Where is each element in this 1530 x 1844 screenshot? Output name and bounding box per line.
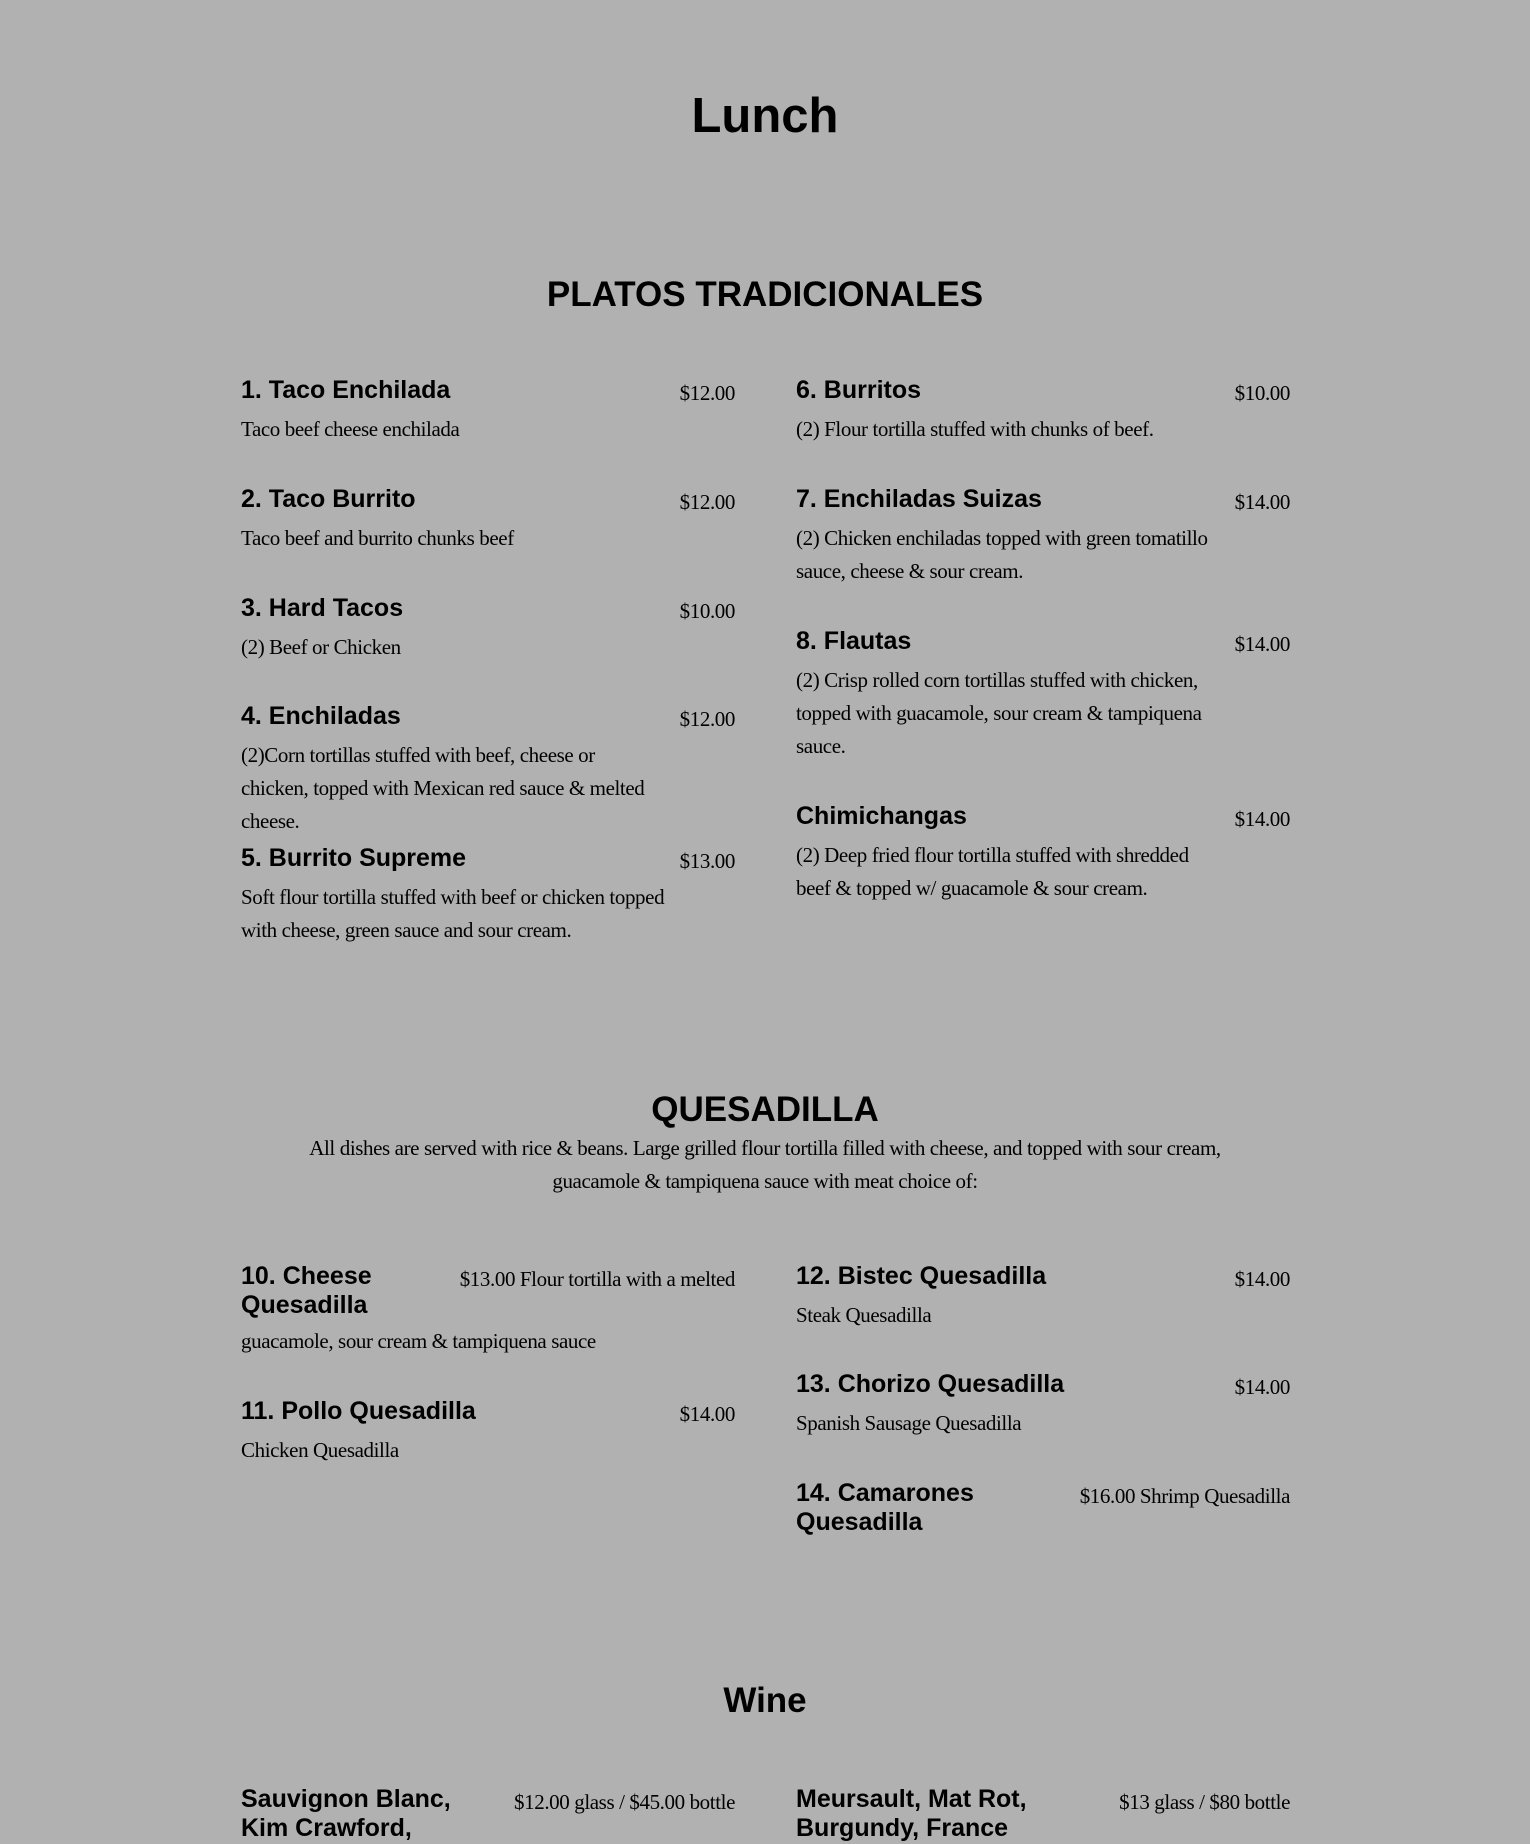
item-name: 12. Bistec Quesadilla: [796, 1262, 1047, 1290]
item-name: 6. Burritos: [796, 376, 922, 404]
menu-item: [796, 1262, 1290, 1332]
menu-item: [241, 702, 735, 838]
item-price: $13.00 Flour tortilla with a melted: [459, 1267, 735, 1291]
item-price: $12.00: [679, 381, 735, 405]
item-price: $12.00: [679, 707, 735, 731]
item-name: 10. Cheese Quesadilla: [241, 1262, 372, 1319]
item-description: (2) Deep fried flour tortilla stuffed with shredded beef & topped w/ guacamole & sour cream.: [796, 843, 1189, 900]
item-name: 1. Taco Enchilada: [241, 376, 451, 404]
item-price: $14.00: [1234, 1375, 1290, 1399]
item-description: (2) Beef or Chicken: [241, 635, 401, 659]
item-name: 3. Hard Tacos: [241, 594, 404, 622]
section-description-quesadilla: All dishes are served with rice & beans. Large grilled flour tortilla filled with cheese, and topped with sour cream, guacamole & tampiquena sauce with meat choice of:: [309, 1136, 1221, 1193]
menu-item: [241, 1397, 735, 1467]
menu-item: [796, 485, 1290, 588]
item-name: 8. Flautas: [796, 627, 912, 655]
page-title: Lunch: [691, 89, 839, 143]
item-name: 7. Enchiladas Suizas: [796, 485, 1042, 513]
menu-item: [796, 627, 1290, 763]
menu-item: [241, 1262, 735, 1358]
menu-item: [241, 844, 735, 947]
item-price: $14.00: [1234, 632, 1290, 656]
item-price: $13 glass / $80 bottle: [1119, 1790, 1290, 1814]
item-name: 5. Burrito Supreme: [241, 844, 467, 872]
item-description: Chicken Quesadilla: [241, 1438, 399, 1462]
item-description: (2) Chicken enchiladas topped with green tomatillo sauce, cheese & sour cream.: [796, 526, 1208, 583]
item-description: (2) Crisp rolled corn tortillas stuffed with chicken, topped with guacamole, sour cream & tampiquena sauce.: [796, 668, 1202, 758]
menu-item: [796, 802, 1290, 905]
menu-item: [796, 376, 1290, 446]
item-name: Chimichangas: [796, 802, 967, 830]
item-description: (2) Flour tortilla stuffed with chunks of beef.: [796, 417, 1154, 441]
item-name: 2. Taco Burrito: [241, 485, 416, 513]
menu-item: [241, 376, 735, 446]
item-description: Taco beef cheese enchilada: [241, 417, 460, 441]
item-price: $14.00: [1234, 490, 1290, 514]
item-name: 11. Pollo Quesadilla: [241, 1397, 476, 1425]
item-name: 13. Chorizo Quesadilla: [796, 1370, 1065, 1398]
item-description: guacamole, sour cream & tampiquena sauce: [241, 1329, 596, 1353]
item-price: $10.00: [679, 599, 735, 623]
item-price: $13.00: [679, 849, 735, 873]
item-price: $12.00 glass / $45.00 bottle: [514, 1790, 735, 1814]
item-price: $12.00: [679, 490, 735, 514]
item-price: $14.00: [1234, 1267, 1290, 1291]
item-name: Sauvignon Blanc, Kim Crawford,: [241, 1785, 451, 1842]
item-price: $16.00 Shrimp Quesadilla: [1079, 1484, 1290, 1508]
item-description: Steak Quesadilla: [796, 1303, 932, 1327]
item-description: Taco beef and burrito chunks beef: [241, 526, 514, 550]
item-name: 4. Enchiladas: [241, 702, 401, 730]
item-name: Meursault, Mat Rot, Burgundy, France: [796, 1785, 1027, 1842]
item-price: $14.00: [1234, 807, 1290, 831]
menu-item: [241, 485, 735, 555]
menu-item: [796, 1370, 1290, 1440]
menu-item: [241, 594, 735, 664]
menu-item: [796, 1479, 1290, 1537]
item-description: Spanish Sausage Quesadilla: [796, 1411, 1022, 1435]
item-price: $14.00: [679, 1402, 735, 1426]
section-title-wine: Wine: [723, 1681, 807, 1720]
section-title-platos: PLATOS TRADICIONALES: [546, 275, 984, 314]
item-name: 14. Camarones Quesadilla: [796, 1479, 974, 1536]
section-title-quesadilla: QUESADILLA: [651, 1090, 879, 1129]
item-description: (2)Corn tortillas stuffed with beef, cheese or chicken, topped with Mexican red sauce & melted cheese.: [241, 743, 645, 833]
item-price: $10.00: [1234, 381, 1290, 405]
menu-item: [796, 1785, 1290, 1843]
menu-item: [241, 1785, 735, 1843]
item-description: Soft flour tortilla stuffed with beef or chicken topped with cheese, green sauce and sour cream.: [241, 885, 665, 942]
